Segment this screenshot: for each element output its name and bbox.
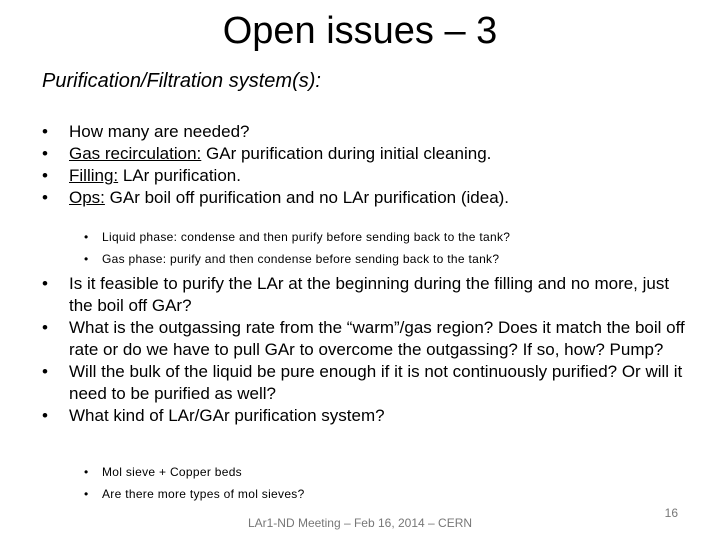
list-item: • What kind of LAr/GAr purification system? (42, 405, 692, 427)
list-item: • What is the outgassing rate from the “warm”/gas region? Does it match the boil off rate or do we have to pull GAr to overcome the outgassing? If so, how? Pump? (42, 317, 692, 361)
list-item: • Is it feasible to purify the LAr at the beginning during the filling and no more, just the boil off GAr? (42, 273, 692, 317)
sub-list-item: • Liquid phase: condense and then purify before sending back to the tank? (84, 226, 510, 248)
list-item: • How many are needed? (42, 121, 692, 143)
slide-title: Open issues – 3 (222, 10, 498, 52)
sub-list-item: • Gas phase: purify and then condense before sending back to the tank? (84, 248, 510, 270)
sub-bullet-list-2 (84, 461, 305, 505)
list-item: • Filling: LAr purification. (42, 165, 692, 187)
list-item: • Gas recirculation: GAr purification during initial cleaning. (42, 143, 692, 165)
bullet-list-2 (42, 273, 692, 427)
sub-list-item: • Are there more types of mol sieves? (84, 483, 305, 505)
slide-footer: LAr1-ND Meeting – Feb 16, 2014 – CERN (247, 516, 473, 530)
sub-list-item: • Mol sieve + Copper beds (84, 461, 305, 483)
page-number: 16 (664, 506, 678, 520)
list-item: • Will the bulk of the liquid be pure enough if it is not continuously purified? Or will it need to be purified as well? (42, 361, 692, 405)
bullet-list-1 (42, 121, 692, 209)
sub-bullet-list-1 (84, 226, 510, 270)
section-subtitle: Purification/Filtration system(s): (42, 70, 321, 92)
list-item: • Ops: GAr boil off purification and no LAr purification (idea). (42, 187, 692, 209)
